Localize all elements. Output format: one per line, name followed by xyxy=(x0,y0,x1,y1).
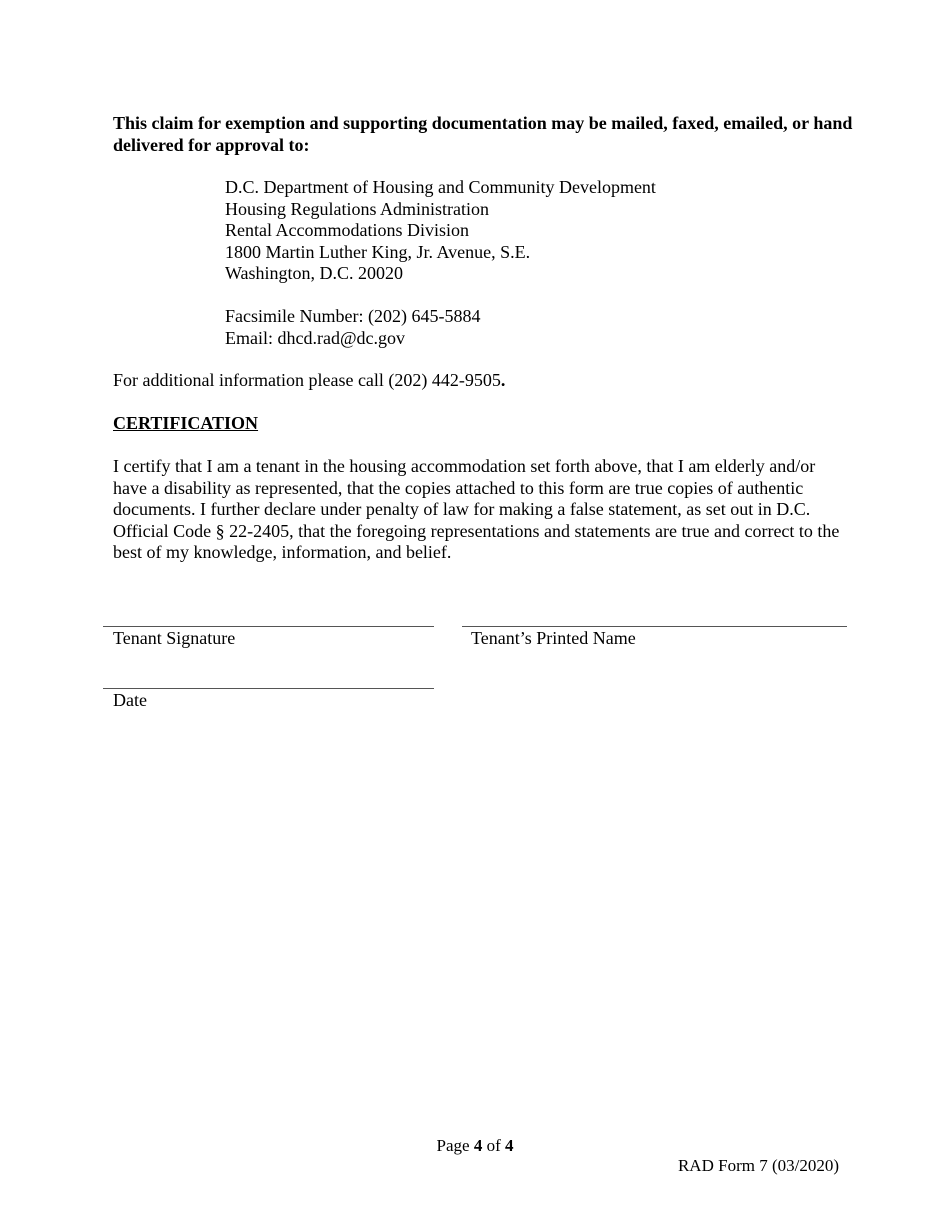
address-line: Rental Accommodations Division xyxy=(225,220,469,240)
tenant-signature-line[interactable] xyxy=(103,626,434,627)
mailing-address xyxy=(225,177,656,285)
certification-text: I certify that I am a tenant in the housing accommodation set forth above, that I am elderly and/or have a disability as represented, that the copies attached to this form are true copies of authentic documents. I further declare under penalty of law for making a false statement, as set out in D.C. Official Code § 22-2405, that the foregoing representations and statements are true and correct to the best of my knowledge, information, and belief. xyxy=(113,456,840,562)
certification-heading: CERTIFICATION xyxy=(113,413,259,433)
page-of: of xyxy=(482,1136,505,1155)
address-line: Housing Regulations Administration xyxy=(225,198,489,219)
additional-info-text: For additional information please call (202) 442-9505 xyxy=(113,370,501,390)
email-address: Email: dhcd.rad@dc.gov xyxy=(225,327,406,348)
contact-block xyxy=(225,306,480,349)
page-current: 4 xyxy=(473,1136,483,1155)
date-line[interactable] xyxy=(103,688,434,689)
form-identifier: RAD Form 7 (03/2020) xyxy=(677,1156,839,1175)
printed-name-label: Tenant’s Printed Name xyxy=(471,628,636,648)
fax-number: Facsimile Number: (202) 645-5884 xyxy=(225,306,481,326)
page-total: 4 xyxy=(504,1136,514,1155)
tenant-signature-label: Tenant Signature xyxy=(113,628,236,648)
address-line: 1800 Martin Luther King, Jr. Avenue, S.E. xyxy=(225,241,531,262)
address-line: Washington, D.C. 20020 xyxy=(225,263,404,283)
address-line: D.C. Department of Housing and Community Development xyxy=(225,177,656,197)
printed-name-line[interactable] xyxy=(462,626,847,627)
additional-info xyxy=(113,370,505,392)
additional-info-period: . xyxy=(500,370,506,390)
page-number xyxy=(0,1135,950,1157)
date-label: Date xyxy=(113,690,147,710)
page-prefix: Page xyxy=(436,1136,474,1155)
intro-paragraph: This claim for exemption and supporting documentation may be mailed, faxed, emailed, or hand delivered for approval to: xyxy=(113,113,853,155)
